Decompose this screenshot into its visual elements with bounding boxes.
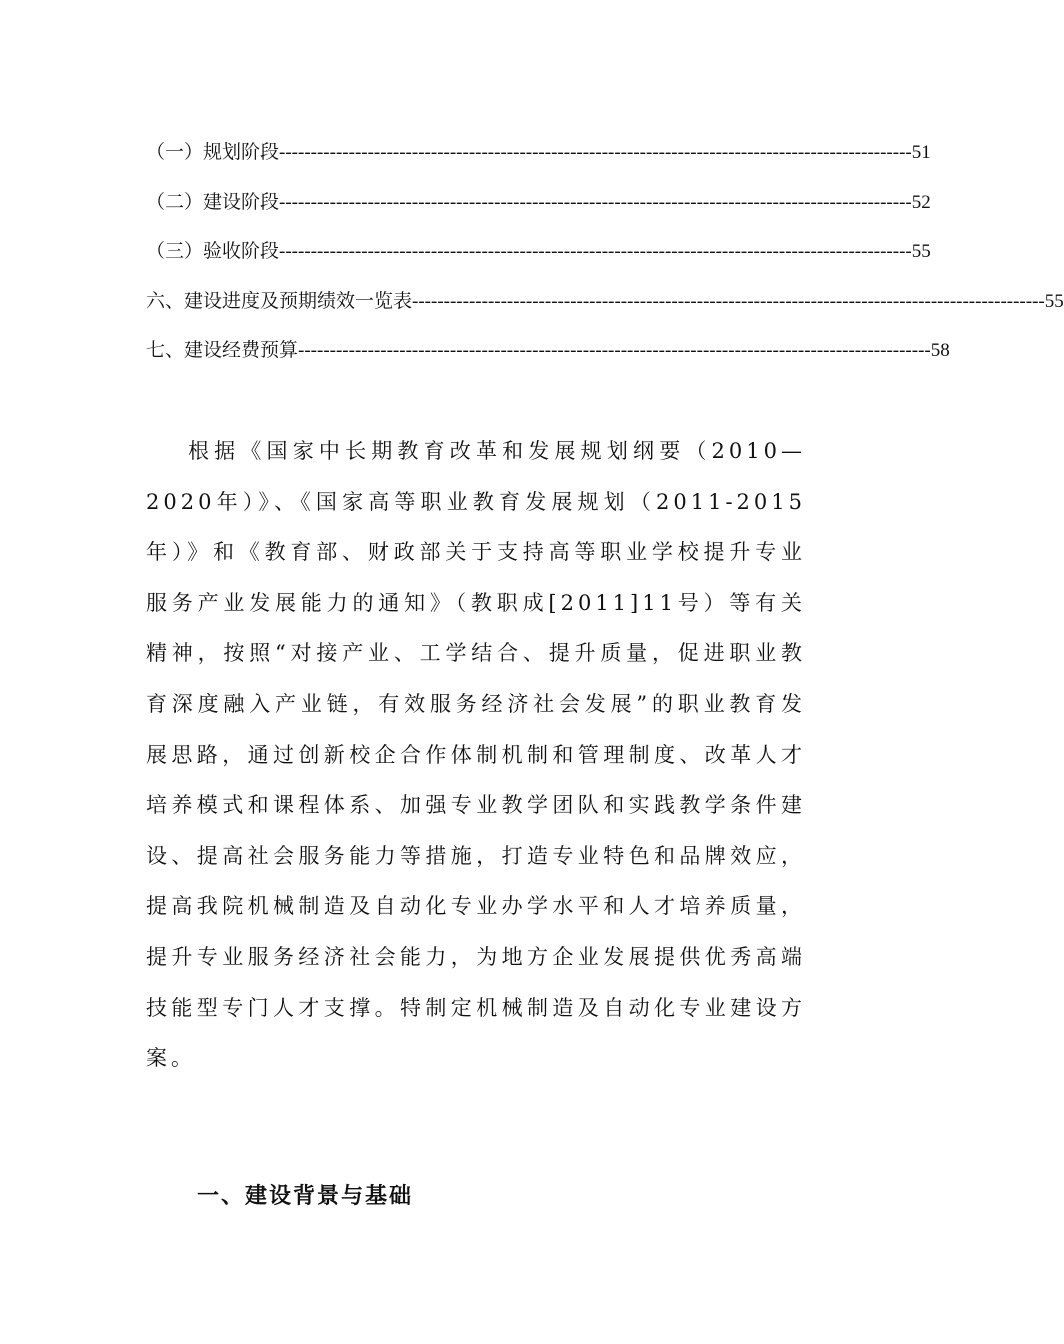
toc-entry[interactable] [146, 233, 931, 283]
toc-entry-label: （三）验收阶段 [146, 240, 280, 262]
toc-entry-label: （二）建设阶段 [146, 190, 280, 213]
toc-entry[interactable] [146, 134, 931, 184]
toc-entry-page: 55 [1044, 290, 1064, 312]
toc-leader: ---------------------------------------------------------------------------------------------------- [298, 340, 931, 361]
toc-entry-page: 51 [911, 142, 931, 163]
toc-entry[interactable] [146, 184, 931, 234]
toc-leader: ---------------------------------------------------------------------------------------------------- [279, 142, 912, 163]
toc-leader: ---------------------------------------------------------------------------------------------------- [279, 191, 912, 213]
toc-entry-page: 52 [911, 191, 931, 213]
toc-leader: ---------------------------------------------------------------------------------------------------- [412, 290, 1045, 312]
toc-entry[interactable] [146, 332, 950, 382]
toc-leader: ---------------------------------------------------------------------------------------------------- [279, 241, 912, 262]
intro-paragraph: 根据《国家中长期教育改革和发展规划纲要（2010—2020年）》、《国家高等职业教育发展规划（2011-2015年）》和《教育部、财政部关于支持高等职业学校提升专业服务产业发展能力的通知》（教职成[2011]11号）等有关精神，按照“对接产业、工学结合、提升质量，促进职业教育深度融入产业链，有效服务经济社会发展”的职业教育发展思路，通过创新校企合作体制机制和管理制度、改革人才培养模式和课程体系、加强专业教学团队和实践教学条件建设、提高社会服务能力等措施，打造专业特色和品牌效应，提高我院机械制造及自动化专业办学水平和人才培养质量，提升专业服务经济社会能力，为地方企业发展提供优秀高端技能型专门人才支撑。特制定机械制造及自动化专业建设方案。 [146, 439, 806, 1071]
toc-entry[interactable] [146, 283, 1064, 333]
section-heading: 一、建设背景与基础 [197, 1184, 414, 1209]
table-of-contents [146, 134, 1064, 382]
toc-entry-label: （一）规划阶段 [146, 141, 280, 163]
toc-entry-label: 六、建设进度及预期绩效一览表 [146, 289, 413, 312]
toc-entry-page: 58 [930, 340, 950, 361]
toc-entry-page: 55 [911, 241, 931, 262]
toc-entry-label: 七、建设经费预算 [146, 339, 299, 361]
